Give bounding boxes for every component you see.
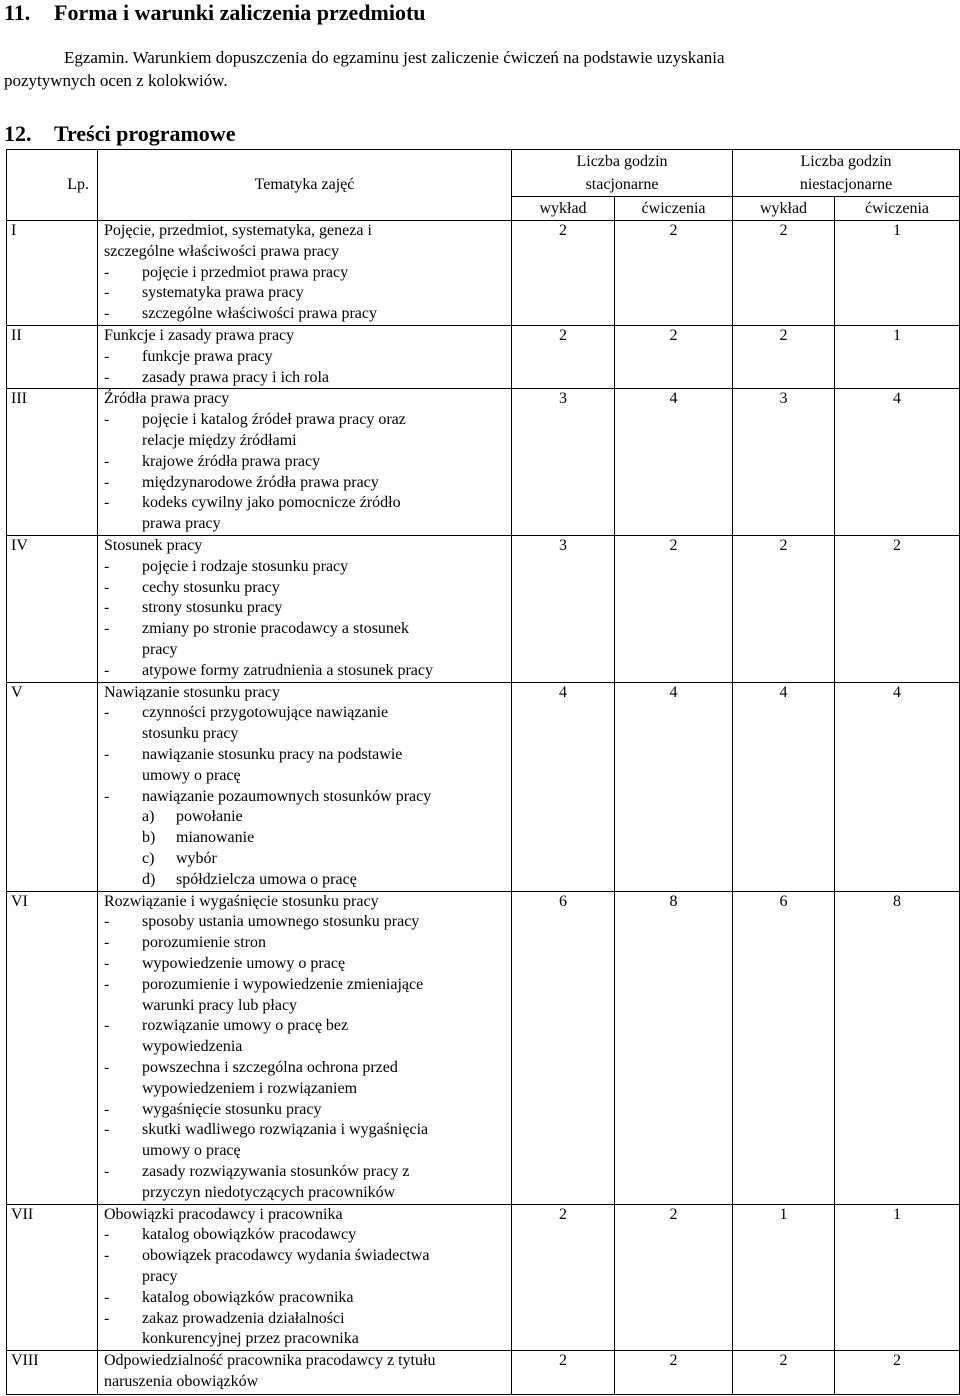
row-topic	[98, 682, 512, 891]
section-12-title: Treści programowe	[54, 121, 236, 146]
list-item: - wypowiedzenie umowy o pracę	[104, 954, 346, 972]
hours-exercises-part-time: 8	[835, 891, 960, 1204]
hours-lecture-stationary: 4	[512, 682, 615, 891]
hours-exercises-stationary: 8	[615, 891, 733, 1204]
hours-lecture-stationary: 2	[512, 325, 615, 388]
table-row	[7, 221, 960, 326]
list-item-cont: wypowiedzeniem i rozwiązaniem	[142, 1079, 358, 1097]
hours-lecture-stationary: 3	[512, 535, 615, 682]
hours-exercises-stationary: 2	[615, 1204, 733, 1351]
list-item: - sposoby ustania umownego stosunku pracy	[104, 913, 420, 931]
row-title-cont: naruszenia obowiązków	[104, 1372, 259, 1390]
list-item: - nawiązanie pozaumownych stosunków pracy	[104, 787, 432, 805]
list-item: - zakaz prowadzenia działalności	[104, 1309, 345, 1327]
subheader-exercises-part-time: ćwiczenia	[835, 197, 960, 221]
hours-lecture-part-time: 1	[733, 1204, 835, 1351]
subheader-exercises-stationary: ćwiczenia	[615, 197, 733, 221]
hours-exercises-part-time: 1	[835, 221, 960, 326]
sub-list-item: c) wybór	[142, 849, 217, 867]
header-topic: Tematyka zajęć	[98, 150, 512, 221]
header-stationary-line1: Liczba godzin	[576, 153, 668, 170]
header-part-time-line2: niestacjonarne	[799, 176, 893, 193]
header-lp: Lp.	[7, 150, 98, 221]
row-lp: VIII	[7, 1351, 98, 1395]
row-title: Pojęcie, przedmiot, systematyka, geneza i	[104, 222, 372, 239]
row-topic	[98, 221, 512, 326]
hours-exercises-stationary: 4	[615, 389, 733, 536]
list-item: - obowiązek pracodawcy wydania świadectwa	[104, 1247, 430, 1265]
hours-exercises-part-time: 1	[835, 325, 960, 388]
hours-lecture-part-time: 2	[733, 535, 835, 682]
list-item: - zasady rozwiązywania stosunków pracy z	[104, 1162, 410, 1180]
hours-lecture-stationary: 3	[512, 389, 615, 536]
table-row	[7, 535, 960, 682]
hours-lecture-part-time: 3	[733, 389, 835, 536]
row-topic	[98, 535, 512, 682]
row-title: Odpowiedzialność pracownika pracodawcy z tytułu	[104, 1352, 436, 1370]
list-item: - porozumienie stron	[104, 934, 266, 952]
list-item: - powszechna i szczególna ochrona przed	[104, 1058, 398, 1076]
list-item: - cechy stosunku pracy	[104, 578, 280, 596]
list-item: - pojęcie i katalog źródeł prawa pracy oraz	[104, 411, 406, 429]
row-title: Nawiązanie stosunku pracy	[104, 683, 280, 701]
row-title: Funkcje i zasady prawa pracy	[104, 326, 295, 344]
list-item: - krajowe źródła prawa pracy	[104, 452, 321, 470]
header-stationary	[512, 150, 733, 197]
section-11-text-line2: pozytywnych ocen z kolokwiów.	[4, 71, 228, 90]
table-row	[7, 1351, 960, 1395]
header-stationary-line2: stacjonarne	[585, 176, 659, 193]
list-item-cont: umowy o pracę	[142, 766, 241, 784]
row-lp: V	[7, 682, 98, 891]
hours-exercises-part-time: 4	[835, 389, 960, 536]
list-item: - strony stosunku pracy	[104, 599, 283, 617]
section-11-title: Forma i warunki zaliczenia przedmiotu	[54, 0, 426, 25]
row-lp: III	[7, 389, 98, 536]
hours-lecture-stationary: 6	[512, 891, 615, 1204]
table-row	[7, 1204, 960, 1351]
hours-exercises-stationary: 2	[615, 535, 733, 682]
list-item-cont: pracy	[142, 640, 178, 658]
list-item: - nawiązanie stosunku pracy na podstawie	[104, 745, 403, 763]
hours-exercises-part-time: 4	[835, 682, 960, 891]
table-row	[7, 891, 960, 1204]
hours-lecture-stationary: 2	[512, 221, 615, 326]
header-part-time	[733, 150, 960, 197]
list-item-cont: warunki pracy lub płacy	[142, 996, 298, 1014]
list-item: - zmiany po stronie pracodawcy a stosunek	[104, 620, 410, 638]
list-item: - katalog obowiązków pracodawcy	[104, 1226, 357, 1244]
list-item: - pojęcie i rodzaje stosunku pracy	[104, 557, 349, 575]
row-topic	[98, 325, 512, 388]
row-topic	[98, 1204, 512, 1351]
hours-lecture-part-time: 2	[733, 1351, 835, 1395]
list-item: - kodeks cywilny jako pomocnicze źródło	[104, 494, 401, 512]
sub-list-item: a) powołanie	[142, 808, 243, 826]
list-item: - katalog obowiązków pracownika	[104, 1288, 354, 1306]
row-topic	[98, 891, 512, 1204]
list-item: - czynności przygotowujące nawiązanie	[104, 704, 389, 722]
row-topic	[98, 389, 512, 536]
section-12-heading	[4, 121, 235, 147]
list-item: - zasady prawa pracy i ich rola	[104, 368, 330, 386]
row-topic	[98, 1351, 512, 1395]
list-item-cont: wypowiedzenia	[142, 1038, 243, 1056]
row-title: Źródła prawa pracy	[104, 390, 230, 408]
hours-lecture-stationary: 2	[512, 1204, 615, 1351]
table-row	[7, 325, 960, 388]
hours-exercises-part-time: 2	[835, 535, 960, 682]
list-item-cont: umowy o pracę	[142, 1142, 241, 1160]
table-row	[7, 682, 960, 891]
hours-lecture-stationary: 2	[512, 1351, 615, 1395]
list-item: - skutki wadliwego rozwiązania i wygaśnięcia	[104, 1121, 429, 1139]
list-item: - wygaśnięcie stosunku pracy	[104, 1100, 322, 1118]
list-item-cont: konkurencyjnej przez pracownika	[142, 1330, 359, 1348]
list-item-cont: stosunku pracy	[142, 725, 239, 743]
list-item: - międzynarodowe źródła prawa pracy	[104, 473, 379, 491]
hours-lecture-part-time: 2	[733, 325, 835, 388]
row-lp: IV	[7, 535, 98, 682]
row-lp: VII	[7, 1204, 98, 1351]
row-title: Stosunek pracy	[104, 536, 203, 554]
row-lp: I	[7, 221, 98, 326]
section-11-text-line1: Egzamin. Warunkiem dopuszczenia do egzaminu jest zaliczenie ćwiczeń na podstawie uzyskania	[64, 48, 725, 67]
sub-list-item: b) mianowanie	[142, 829, 255, 847]
hours-exercises-part-time: 2	[835, 1351, 960, 1395]
list-item-cont: przyczyn niedotyczących pracowników	[142, 1183, 396, 1201]
list-item-cont: pracy	[142, 1267, 178, 1285]
sub-list-item: d) spółdzielcza umowa o pracę	[142, 870, 357, 888]
list-item: - porozumienie i wypowiedzenie zmieniające	[104, 975, 424, 993]
table-row	[7, 389, 960, 536]
section-11-text	[4, 46, 904, 92]
hours-lecture-part-time: 6	[733, 891, 835, 1204]
list-item-cont: relacje między źródłami	[142, 431, 297, 449]
hours-exercises-stationary: 4	[615, 682, 733, 891]
section-12-number: 12.	[4, 121, 32, 146]
list-item: - atypowe formy zatrudnienia a stosunek pracy	[104, 661, 434, 679]
hours-lecture-part-time: 4	[733, 682, 835, 891]
list-item: - systematyka prawa pracy	[104, 284, 304, 302]
program-table	[6, 149, 960, 1395]
list-item: - szczególne właściwości prawa pracy	[104, 305, 377, 323]
row-title-cont: szczególne właściwości prawa pracy	[104, 242, 339, 260]
row-title: Rozwiązanie i wygaśnięcie stosunku pracy	[104, 892, 379, 910]
header-part-time-line1: Liczba godzin	[800, 153, 892, 170]
list-item-cont: prawa pracy	[142, 515, 221, 533]
section-11-number: 11.	[4, 0, 31, 25]
row-lp: VI	[7, 891, 98, 1204]
hours-exercises-stationary: 2	[615, 325, 733, 388]
section-11-heading	[4, 0, 426, 26]
hours-exercises-part-time: 1	[835, 1204, 960, 1351]
row-lp: II	[7, 325, 98, 388]
subheader-lecture-part-time: wykład	[733, 197, 835, 221]
list-item: - rozwiązanie umowy o pracę bez	[104, 1017, 349, 1035]
subheader-lecture-stationary: wykład	[512, 197, 615, 221]
hours-lecture-part-time: 2	[733, 221, 835, 326]
hours-exercises-stationary: 2	[615, 221, 733, 326]
table-header-row	[7, 150, 960, 197]
row-title: Obowiązki pracodawcy i pracownika	[104, 1205, 343, 1223]
list-item: - funkcje prawa pracy	[104, 347, 273, 365]
list-item: - pojęcie i przedmiot prawa pracy	[104, 263, 349, 281]
hours-exercises-stationary: 2	[615, 1351, 733, 1395]
